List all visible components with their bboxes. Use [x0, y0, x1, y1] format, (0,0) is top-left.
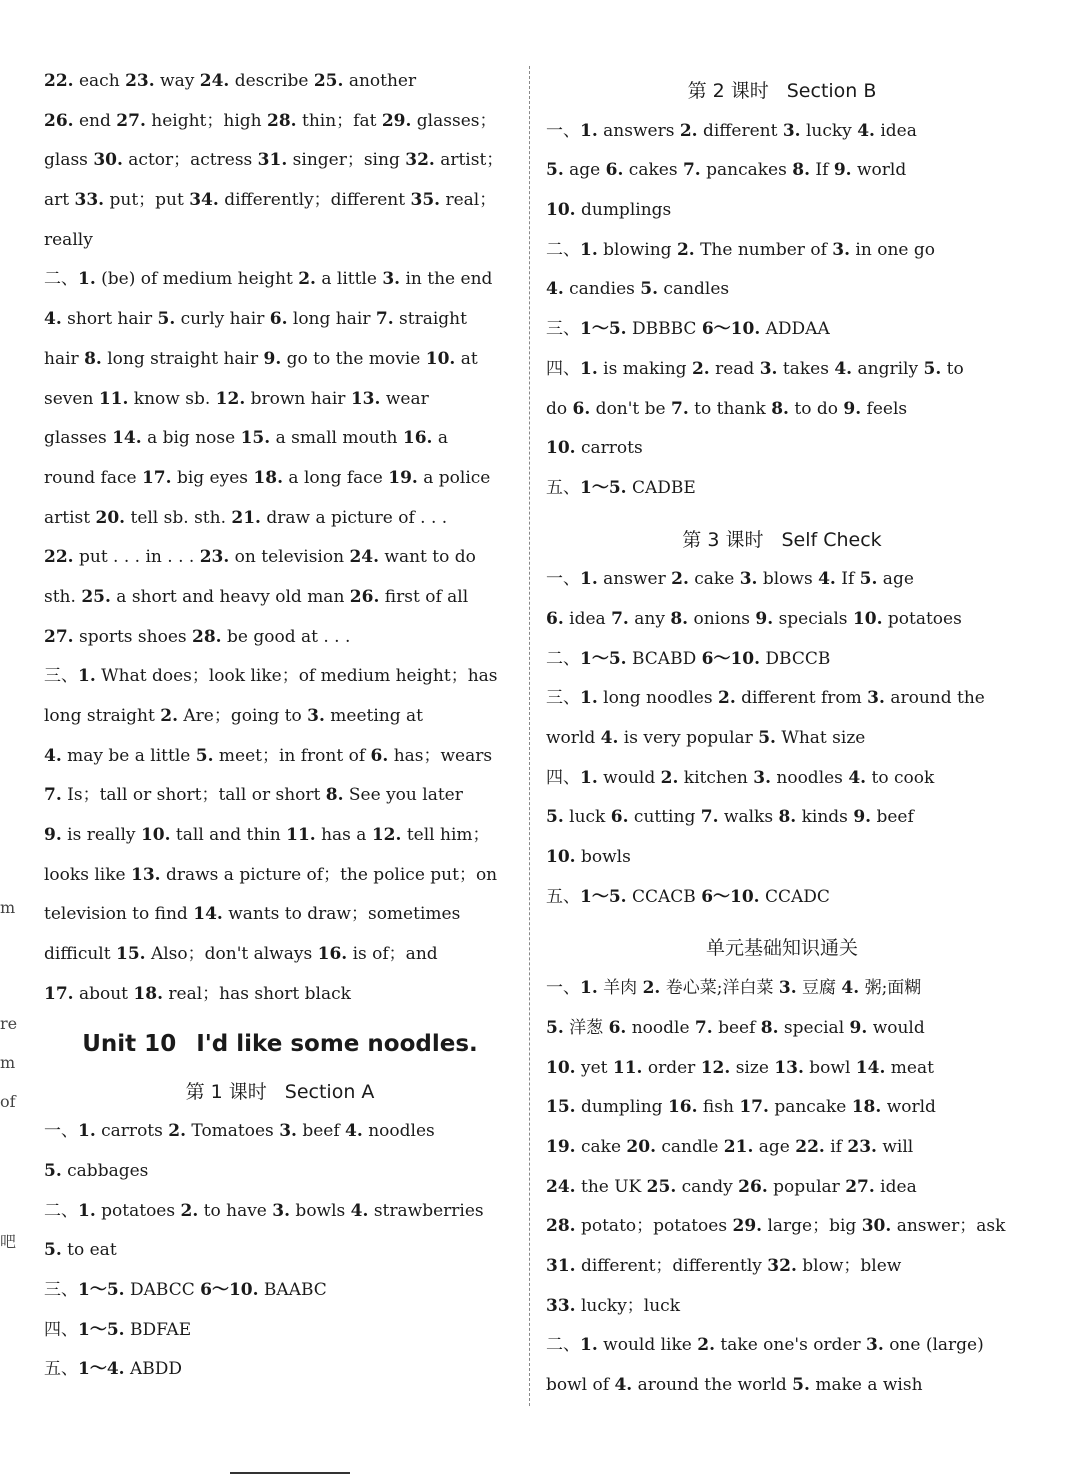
answer-line: round face 17. big eyes 18. a long face 19. a police: [44, 467, 491, 488]
margin-fragment: m: [0, 1053, 16, 1072]
answer-line: 15. dumpling 16. fish 17. pancake 18. world: [546, 1097, 936, 1118]
answer-line: 10. bowls: [546, 847, 631, 868]
answer-line: 5. to eat: [44, 1240, 117, 1261]
answer-line: seven 11. know sb. 12. brown hair 13. wear: [44, 388, 429, 409]
answer-line: 10. dumplings: [546, 200, 672, 221]
section-b-answers: [546, 112, 1018, 509]
answer-line: 27. sports shoes 28. be good at . . .: [44, 626, 351, 647]
footer-rule: [230, 1472, 350, 1474]
section-b-heading: [546, 72, 1018, 112]
answer-line: 二、1. potatoes 2. to have 3. bowls 4. strawberries: [44, 1200, 484, 1221]
answer-line: 三、1. What does；look like；of medium height；has: [44, 666, 498, 687]
section-label: Section B: [786, 80, 877, 102]
answer-line: 三、1～5. DABCC 6～10. BAABC: [44, 1279, 327, 1300]
answer-line: 10. carrots: [546, 438, 643, 459]
answer-line: 三、1. long noodles 2. different from 3. around the: [546, 688, 985, 709]
answer-line: 四、1～5. BDFAE: [44, 1319, 192, 1340]
answer-line: 二、1～5. BCABD 6～10. DBCCB: [546, 648, 831, 669]
answer-line: bowl of 4. around the world 5. make a wish: [546, 1375, 923, 1395]
answer-line: really: [44, 229, 93, 250]
answer-line: 一、1. answers 2. different 3. lucky 4. idea: [546, 120, 917, 141]
unit-review-heading: 单元基础知识通关: [705, 937, 858, 960]
self-check-heading: [546, 521, 1018, 561]
answer-line: world 4. is very popular 5. What size: [546, 728, 866, 748]
answer-line: looks like 13. draws a picture of；the police put；on: [44, 864, 498, 885]
answer-line: 4. may be a little 5. meet；in front of 6. has；wears: [44, 745, 493, 766]
unit-review-answers: [546, 969, 1018, 1406]
answer-line: 一、1. carrots 2. Tomatoes 3. beef 4. noodles: [44, 1121, 435, 1142]
answer-line: sth. 25. a short and heavy old man 26. first of all: [44, 586, 469, 607]
unit9-answers-continued: [44, 62, 516, 1015]
answer-line: 5. 洋葱 6. noodle 7. beef 8. special 9. would: [546, 1017, 925, 1038]
answer-line: 二、1. would like 2. take one's order 3. one (large): [546, 1335, 984, 1356]
lesson-label: 第 2 课时: [687, 80, 769, 102]
margin-fragment: m: [0, 898, 16, 917]
answer-line: 28. potato；potatoes 29. large；big 30. answer；ask: [546, 1216, 1006, 1237]
answer-line: art 33. put；put 34. differently；different 35. real；: [44, 190, 497, 211]
answer-line: do 6. don't be 7. to thank 8. to do 9. feels: [546, 398, 908, 419]
answer-line: 4. candies 5. candles: [546, 279, 730, 300]
answer-line: 22. each 23. way 24. describe 25. another: [44, 71, 417, 91]
column-divider: [529, 66, 530, 1406]
answer-line: 4. short hair 5. curly hair 6. long hair 7. straight: [44, 309, 467, 330]
unit-name: I'd like some noodles.: [196, 1030, 478, 1057]
margin-fragment: of: [0, 1092, 16, 1111]
answer-line: 五、1～5. CCACB 6～10. CCADC: [546, 886, 830, 907]
answer-line: 5. cabbages: [44, 1160, 149, 1181]
lesson-label: 第 3 课时: [682, 528, 764, 551]
answer-line: 四、1. is making 2. read 3. takes 4. angrily 5. to: [546, 358, 964, 379]
answer-line: 22. put . . . in . . . 23. on television 24. want to do: [44, 547, 476, 568]
answer-line: 10. yet 11. order 12. size 13. bowl 14. meat: [546, 1057, 934, 1078]
answer-line: long straight 2. Are；going to 3. meeting at: [44, 706, 423, 726]
right-column: [546, 72, 1018, 1406]
answer-line: 7. Is；tall or short；tall or short 8. See you later: [44, 785, 463, 806]
answer-line: 一、1. answer 2. cake 3. blows 4. If 5. age: [546, 569, 914, 590]
answer-line: glass 30. actor；actress 31. singer；sing 32. artist；: [44, 150, 504, 171]
margin-fragment: re: [0, 1014, 18, 1033]
unit-title: [44, 1015, 516, 1073]
answer-line: 24. the UK 25. candy 26. popular 27. idea: [546, 1176, 917, 1197]
answer-line: 五、1～5. CADBE: [546, 477, 696, 498]
answer-line: television to find 14. wants to draw；sometimes: [44, 904, 461, 925]
answer-line: 二、1. (be) of medium height 2. a little 3. in the end: [44, 269, 493, 290]
answer-line: 6. idea 7. any 8. onions 9. specials 10. potatoes: [546, 608, 962, 629]
section-label: Self Check: [781, 528, 882, 551]
lesson-label: 第 1 课时: [185, 1080, 267, 1103]
section-a-heading: [44, 1073, 516, 1113]
answer-line: 三、1～5. DBBBC 6～10. ADDAA: [546, 319, 830, 340]
answer-line: 33. lucky；luck: [546, 1295, 681, 1316]
answer-line: 19. cake 20. candle 21. age 22. if 23. will: [546, 1136, 914, 1157]
margin-fragment: 吧: [0, 1232, 17, 1251]
answer-line: 17. about 18. real；has short black: [44, 983, 351, 1004]
answer-line: 31. different；differently 32. blow；blew: [546, 1255, 902, 1276]
answer-line: artist 20. tell sb. sth. 21. draw a picture of . . .: [44, 507, 448, 528]
answer-line: 9. is really 10. tall and thin 11. has a 12. tell him；: [44, 825, 490, 846]
answer-line: glasses 14. a big nose 15. a small mouth 16. a: [44, 428, 448, 449]
section-a-answers: [44, 1112, 516, 1390]
answer-line: hair 8. long straight hair 9. go to the movie 10. at: [44, 348, 478, 369]
answer-line: difficult 15. Also；don't always 16. is of；and: [44, 944, 438, 965]
answer-line: 四、1. would 2. kitchen 3. noodles 4. to cook: [546, 767, 935, 788]
unit-number: Unit 10: [82, 1030, 177, 1057]
answer-line: 5. luck 6. cutting 7. walks 8. kinds 9. beef: [546, 807, 914, 828]
self-check-answers: [546, 560, 1018, 917]
section-label: Section A: [284, 1080, 375, 1103]
left-column: [44, 62, 516, 1390]
answer-line: 二、1. blowing 2. The number of 3. in one go: [546, 239, 935, 260]
answer-line: 26. end 27. height；high 28. thin；fat 29. glasses；: [44, 110, 497, 131]
answer-line: 5. age 6. cakes 7. pancakes 8. If 9. world: [546, 160, 907, 181]
answer-line: 一、1. 羊肉 2. 卷心菜;洋白菜 3. 豆腐 4. 粥;面糊: [546, 978, 922, 999]
answer-line: 五、1～4. ABDD: [44, 1359, 183, 1380]
